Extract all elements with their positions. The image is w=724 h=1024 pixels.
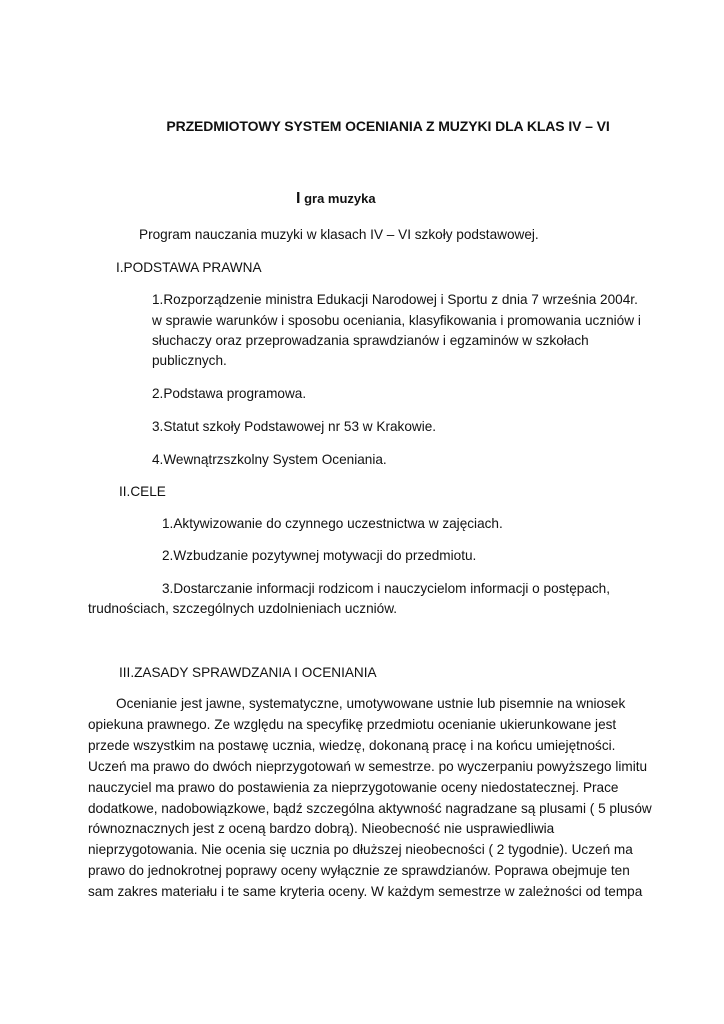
paragraph-line: Uczeń ma prawo do dwóch nieprzygotowań w semestrze. po wyczerpaniu powyższego limitu [88, 758, 648, 774]
legal-item-1-line-3: słuchaczy oraz przeprowadzania sprawdzianów i egzaminów w szkołach [152, 333, 589, 348]
section-heading-goals: II.CELE [119, 484, 166, 499]
paragraph-line: nieprzygotowania. Nie ocenia się ucznia po dłuższej nieobecności ( 2 tygodnie). Uczeń ma [88, 842, 633, 858]
legal-item-1-line-4: publicznych. [152, 353, 227, 368]
legal-item-1-line-1: 1.Rozporządzenie ministra Edukacji Narodowej i Sportu z dnia 7 września 2004r. [152, 292, 638, 307]
paragraph-line: dodatkowe, nadobowiązkowe, bądź szczególna aktywność nagradzane są plusami ( 5 plusów [88, 800, 652, 816]
paragraph-line: Ocenianie jest jawne, systematyczne, umotywowane ustnie lub pisemnie na wniosek [116, 696, 626, 711]
paragraph-line: prawo do jednokrotnej poprawy oceny wyłącznie ze sprawdzianów. Poprawa obejmuje ten [88, 863, 630, 879]
paragraph-line: równoznacznych jest z oceną bardzo dobrą). Nieobecność nie usprawiedliwia [88, 821, 555, 837]
subtitle-initial: I [296, 190, 301, 207]
assessment-paragraph [88, 694, 652, 903]
legal-item-3: 3.Statut szkoły Podstawowej nr 53 w Krakowie. [152, 419, 437, 434]
section-heading-legal-basis: I.PODSTAWA PRAWNA [116, 260, 262, 275]
paragraph-line: opiekuna prawnego. Ze względu na specyfikę przedmiotu ocenianie ukierunkowane jest [88, 716, 617, 732]
paragraph-line: przede wszystkim na postawę ucznia, wiedzę, dokonaną pracę i na końcu umiejętności. [88, 737, 616, 753]
paragraph-line: nauczyciel ma prawo do postawienia za nieprzygotowanie oceny niedostatecznej. Prace [88, 779, 619, 795]
program-line: Program nauczania muzyki w klasach IV – VI szkoły podstawowej. [139, 227, 539, 242]
goal-item-3-line-2: trudnościach, szczególnych uzdolnieniach uczniów. [88, 601, 398, 616]
document-subtitle [296, 190, 376, 208]
section-heading-assessment-rules: III.ZASADY SPRAWDZANIA I OCENIANIA [119, 665, 377, 680]
paragraph-line: sam zakres materiału i te same kryteria oceny. W każdym semestrze w zależności od tempa [88, 884, 643, 900]
legal-item-4: 4.Wewnątrzszkolny System Oceniania. [152, 452, 387, 467]
legal-item-1-line-2: w sprawie warunków i sposobu oceniania, klasyfikowania i promowania uczniów i [152, 313, 641, 328]
goal-item-1: 1.Aktywizowanie do czynnego uczestnictwa w zajęciach. [162, 516, 503, 531]
goal-item-2: 2.Wzbudzanie pozytywnej motywacji do przedmiotu. [162, 548, 477, 563]
document-title: PRZEDMIOTOWY SYSTEM OCENIANIA Z MUZYKI DLA KLAS IV – VI [166, 118, 610, 134]
legal-item-2: 2.Podstawa programowa. [152, 386, 307, 401]
goal-item-3-line-1: 3.Dostarczanie informacji rodzicom i nauczycielom informacji o postępach, [162, 581, 611, 596]
subtitle-rest: gra muzyka [300, 191, 376, 206]
